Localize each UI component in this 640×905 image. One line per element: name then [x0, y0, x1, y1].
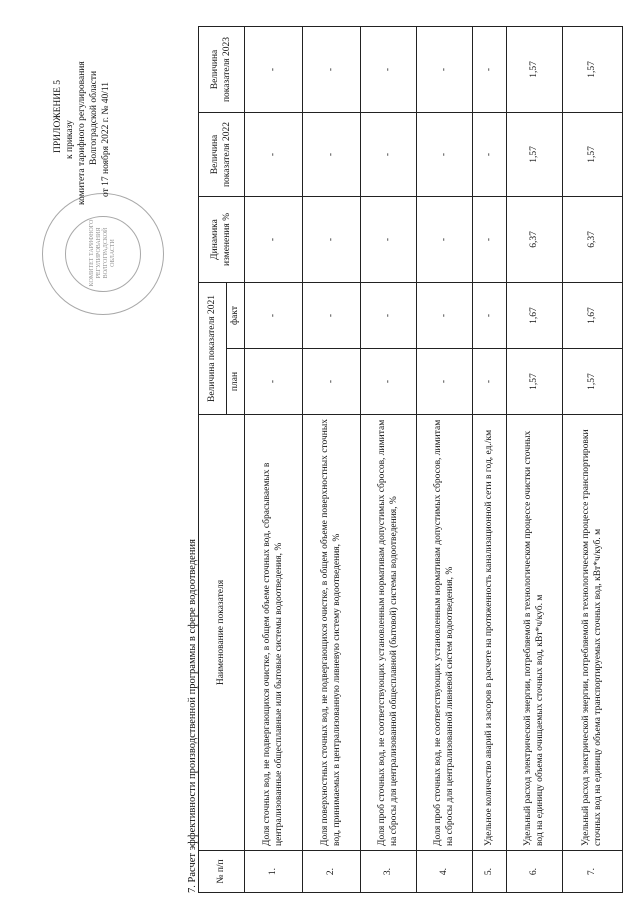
table-row [303, 26, 361, 892]
appendix-number: ПРИЛОЖЕНИЕ 5 [53, 79, 63, 153]
row-num: 1. [245, 851, 303, 893]
table-row [563, 26, 623, 892]
table-row [245, 26, 303, 892]
row-fact: - [245, 282, 303, 348]
row-fact: - [473, 282, 507, 348]
section-title: 7. Расчет эффективности производственной программы в сфере водоотведения [187, 539, 198, 893]
header-value-2023: Величина показателя 2023 [199, 26, 245, 112]
row-fact: - [361, 282, 417, 348]
row-plan: - [361, 349, 417, 415]
row-num: 5. [473, 851, 507, 893]
row-plan: - [245, 349, 303, 415]
row-value-2022: - [245, 112, 303, 196]
row-dynamics: - [303, 196, 361, 282]
row-plan: - [473, 349, 507, 415]
row-dynamics: 6,37 [563, 196, 623, 282]
row-name: Удельный расход электрической энергии, потребляемой в технологическом процессе очистки сточных вод на единицу объема очищаемых сточных вод, кВт*ч/куб. м [507, 415, 563, 851]
row-value-2022: - [473, 112, 507, 196]
header-value-2021: Величина показателя 2021 [199, 282, 227, 414]
row-plan: 1,57 [563, 349, 623, 415]
official-seal [42, 193, 164, 315]
row-num: 2. [303, 851, 361, 893]
row-value-2023: - [417, 26, 473, 112]
row-value-2023: 1,57 [507, 26, 563, 112]
row-plan: - [303, 349, 361, 415]
row-value-2023: - [245, 26, 303, 112]
row-name: Удельный расход электрической энергии, потребляемой в технологическом процессе транспортировки сточных вод на единицу объема транспортируемых сточных вод, кВт*ч/куб. м [563, 415, 623, 851]
row-fact: 1,67 [507, 282, 563, 348]
row-value-2022: - [361, 112, 417, 196]
row-value-2023: - [303, 26, 361, 112]
table-row [417, 26, 473, 892]
row-value-2023: - [361, 26, 417, 112]
row-name: Доля поверхностных сточных вод, не подвергающихся очистке, в общем объеме поверхностных сточных вод, принимаемых в централизованную ливневую систему водоотведения, % [303, 415, 361, 851]
header-plan: план [227, 349, 245, 415]
header-dynamics: Динамика изменения % [199, 196, 245, 282]
row-value-2023: - [473, 26, 507, 112]
row-value-2022: 1,57 [563, 112, 623, 196]
row-num: 6. [507, 851, 563, 893]
header-name: Наименование показателя [199, 415, 245, 851]
row-plan: - [417, 349, 473, 415]
header-value-2022: Величина показателя 2022 [199, 112, 245, 196]
row-dynamics: - [361, 196, 417, 282]
row-name: Доля сточных вод, не подвергающихся очистке, в общем объеме сточных вод, сбрасываемых в централизованные общесплавные или бытовые системы водоотведения, % [245, 415, 303, 851]
row-value-2023: 1,57 [563, 26, 623, 112]
row-name: Удельное количество аварий и засоров в расчете на протяженность канализационной сети в год, ед./км [473, 415, 507, 851]
seal-text: КОМИТЕТ ТАРИФНОГО РЕГУЛИРОВАНИЯ ВОЛГОГРАДСКОЙ ОБЛАСТИ [89, 219, 116, 287]
header-fact: факт [227, 282, 245, 348]
appendix-to-order: к приказу [65, 120, 75, 159]
appendix-date-number: от 17 ноября 2022 г. № 40/11 [101, 81, 111, 197]
row-name: Доля проб сточных вод, не соответствующих установленным нормативам допустимых сбросов, лимитам на сбросы для централизованной общесплавной (бытовой) системы водоотведения, % [361, 415, 417, 851]
row-dynamics: - [245, 196, 303, 282]
table-row [473, 26, 507, 892]
row-num: 7. [563, 851, 623, 893]
row-dynamics: 6,37 [507, 196, 563, 282]
efficiency-table [198, 26, 623, 893]
row-dynamics: - [473, 196, 507, 282]
appendix-header [52, 5, 112, 205]
row-value-2022: - [303, 112, 361, 196]
row-value-2022: - [417, 112, 473, 196]
row-fact: - [417, 282, 473, 348]
table-row [361, 26, 417, 892]
row-num: 4. [417, 851, 473, 893]
row-fact: 1,67 [563, 282, 623, 348]
row-name: Доля проб сточных вод, не соответствующих установленным нормативам допустимых сбросов, лимитам на сбросы для централизованной ливневой систем водоотведения, % [417, 415, 473, 851]
row-num: 3. [361, 851, 417, 893]
header-num: № п/п [199, 851, 245, 893]
row-fact: - [303, 282, 361, 348]
row-value-2022: 1,57 [507, 112, 563, 196]
row-dynamics: - [417, 196, 473, 282]
table-row [507, 26, 563, 892]
appendix-committee: комитета тарифного регулирования [77, 61, 87, 205]
appendix-region: Волгоградской области [89, 70, 99, 165]
row-plan: 1,57 [507, 349, 563, 415]
